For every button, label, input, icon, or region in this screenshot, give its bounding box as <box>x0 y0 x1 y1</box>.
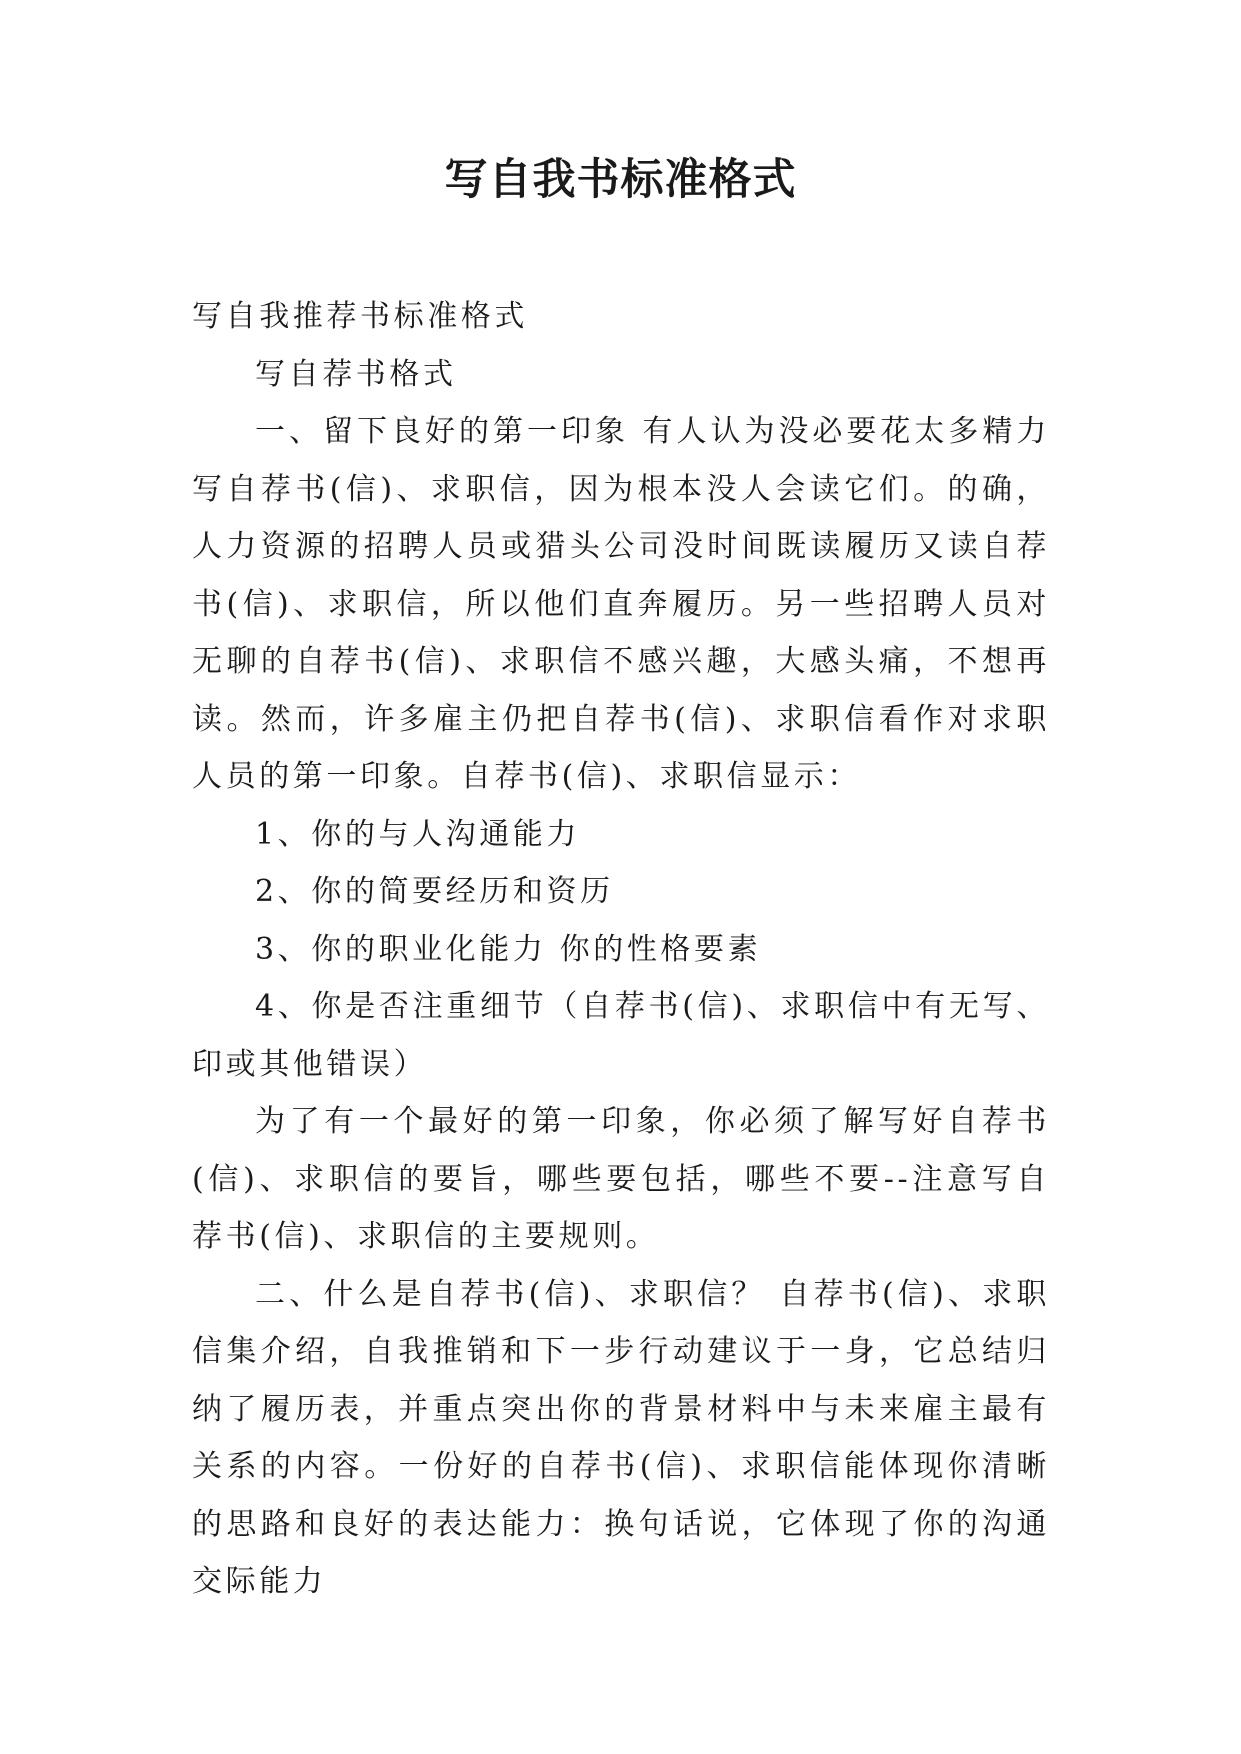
document-title: 写自我书标准格式 <box>444 155 797 205</box>
paragraph-what-is-cover-letter: 二、什么是自荐书(信)、求职信？ 自荐书(信)、求职信集介绍，自我推销和下一步行动建议于一身，它总结归纳了履历表，并重点突出你的背景材料中与未来雇主最有关系的内容。一份好的自荐书(信)、求职信能体现你清晰的思路和良好的表达能力：换句话说，它体现了你的沟通交际能力 <box>192 1276 1050 1599</box>
list-item-experience: 2、你的简要经历和资历 <box>255 874 614 909</box>
document-subtitle: 写自我推荐书标准格式 <box>192 299 528 334</box>
list-item-communication: 1、你的与人沟通能力 <box>255 816 581 852</box>
paragraph-best-impression: 为了有一个最好的第一印象，你必须了解写好自荐书(信)、求职信的要旨，哪些要包括，哪些不要--注意写自荐书(信)、求职信的主要规则。 <box>192 1104 1050 1254</box>
paragraph-first-impression: 一、留下良好的第一印象 有人认为没必要花太多精力写自荐书(信)、求职信，因为根本没人会读它们。的确，人力资源的招聘人员或猎头公司没时间既读履历又读自荐书(信)、求职信，所以他们直奔履历。另一些招聘人员对无聊的自荐书(信)、求职信不感兴趣，大感头痛，不想再读。然而，许多雇主仍把自荐书(信)、求职信看作对求职人员的第一印象。自荐书(信)、求职信显示： <box>192 414 1050 794</box>
document-body <box>192 288 1050 1611</box>
list-item-professionalism: 3、你的职业化能力 你的性格要素 <box>255 931 762 967</box>
section-heading: 写自荐书格式 <box>255 356 457 392</box>
list-item-details: 4、你是否注重细节（自荐书(信)、求职信中有无写、印或其他错误） <box>192 989 1050 1082</box>
